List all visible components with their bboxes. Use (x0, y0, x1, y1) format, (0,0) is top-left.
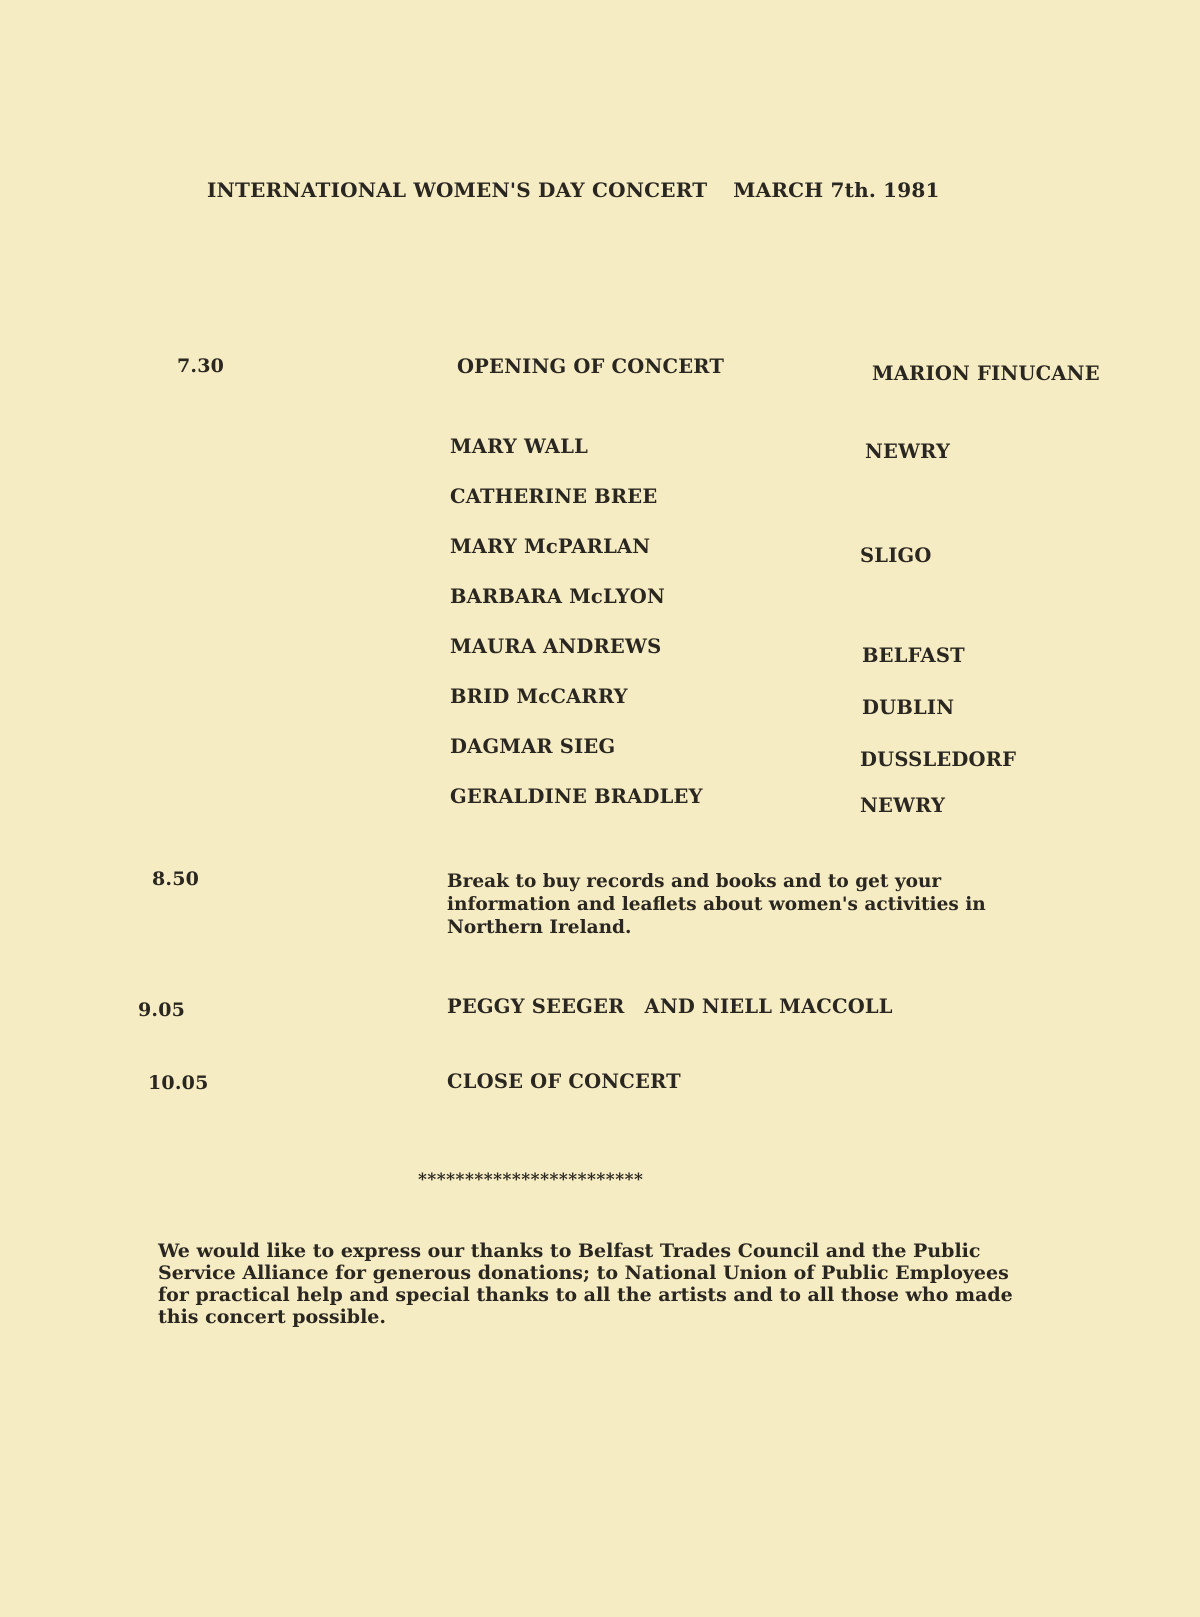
headline-artist-1: PEGGY SEEGER (447, 995, 625, 1018)
performer-name: BARBARA McLYON (450, 585, 666, 608)
close-item: CLOSE OF CONCERT (447, 1070, 681, 1093)
break-description: Break to buy records and books and to get your information and leaflets about women's activities in Northern Ireland. (447, 871, 986, 938)
performer-name: MARY McPARLAN (450, 535, 651, 558)
headline-time: 9.05 (138, 999, 186, 1021)
performer-name: CATHERINE BREE (450, 485, 658, 508)
headline-artist-2: AND NIELL MACCOLL (644, 995, 893, 1018)
performer-name: DAGMAR SIEG (450, 735, 616, 758)
performer-name: MAURA ANDREWS (450, 635, 662, 658)
title-text: INTERNATIONAL WOMEN'S DAY CONCERT (207, 178, 708, 202)
performer-name: BRID McCARRY (450, 685, 628, 708)
break-time: 8.50 (152, 868, 200, 890)
performer-name: MARY WALL (450, 435, 589, 458)
close-time: 10.05 (148, 1072, 209, 1094)
opening-item: OPENING OF CONCERT (457, 355, 725, 378)
opening-time: 7.30 (177, 355, 225, 377)
performer-place: NEWRY (860, 794, 946, 817)
opening-host: MARION FINUCANE (872, 362, 1100, 385)
performer-place: DUBLIN (862, 696, 955, 719)
performer-place: BELFAST (862, 644, 965, 667)
headline-artists (447, 997, 893, 1017)
star-divider: ************************ (418, 1170, 644, 1190)
thanks-paragraph: We would like to express our thanks to Belfast Trades Council and the Public Service Alliance for generous donations; to National Union of Public Employees for practical help and special thanks to all the artists and to all those who made this concert possible. (158, 1240, 1013, 1328)
performer-name: GERALDINE BRADLEY (450, 785, 703, 808)
concert-title (207, 180, 940, 200)
concert-date: MARCH 7th. 1981 (733, 178, 940, 202)
performer-place: SLIGO (860, 544, 932, 567)
performer-place: DUSSLEDORF (860, 748, 1017, 771)
performer-place: NEWRY (865, 440, 951, 463)
